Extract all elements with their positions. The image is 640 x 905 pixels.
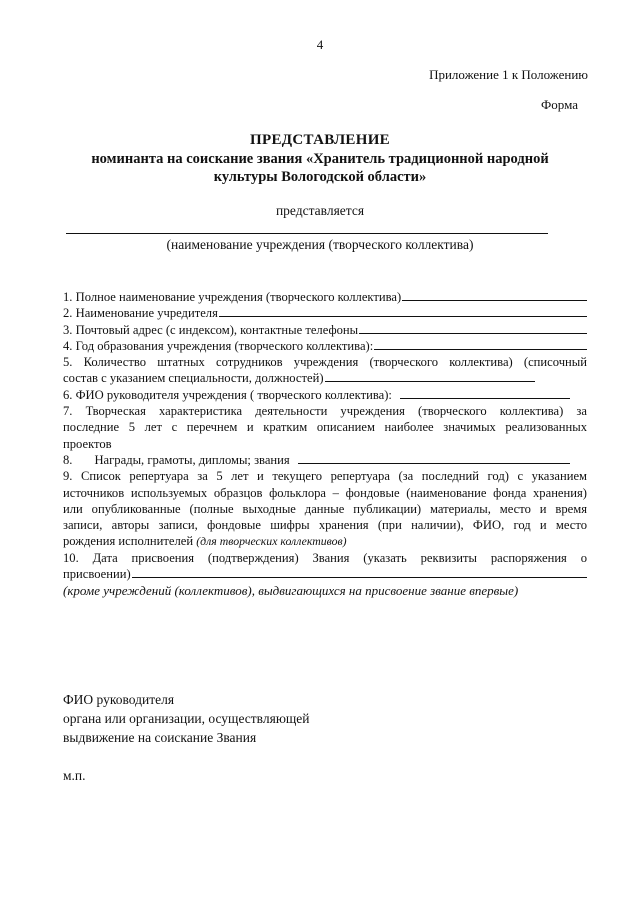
item-8-text: Награды, грамоты, дипломы; звания <box>94 452 290 467</box>
document-subtitle: номинанта на соискание звания «Хранитель традиционной народной культуры Вологодской области» <box>91 151 549 185</box>
item-9-note: (для творческих коллективов) <box>196 534 347 549</box>
item-2-blank <box>219 305 587 317</box>
item-10-note: (кроме учреждений (коллективов), выдвигающихся на присвоение звание впервые) <box>63 583 519 599</box>
item-3 <box>63 322 587 338</box>
annex-label: Приложение 1 к Положению <box>429 67 588 82</box>
item-8-number: 8. <box>63 452 73 467</box>
item-1 <box>63 289 587 305</box>
item-4 <box>63 338 587 354</box>
item-2-text: 2. Наименование учредителя <box>63 306 218 321</box>
item-8 <box>63 452 587 468</box>
institution-name-line <box>66 233 548 234</box>
signature-line-3: выдвижение на соискание Звания <box>63 730 257 745</box>
item-5-line-1: 5. Количество штатных сотрудников учреждения (творческого коллектива) (списочный <box>63 355 587 370</box>
item-6-text: 6. ФИО руководителя учреждения ( творческого коллектива): <box>63 387 392 402</box>
document-title: ПРЕДСТАВЛЕНИЕ <box>250 132 390 148</box>
item-7-line-2: последние 5 лет с перечнем и кратким описанием наиболее значимых реализованных <box>63 420 587 435</box>
item-9-line-1: 9. Список репертуара за 5 лет и текущего репертуара (за последний год) с указанием <box>63 469 587 484</box>
item-3-text: 3. Почтовый адрес (с индексом), контактные телефоны <box>63 322 359 337</box>
institution-caption: (наименование учреждения (творческого коллектива) <box>166 237 474 252</box>
item-8-blank <box>298 452 570 464</box>
item-7 <box>63 403 587 452</box>
item-5-line-2: состав с указанием специальности, должностей) <box>63 371 324 386</box>
signature-block <box>63 690 310 747</box>
item-1-text: 1. Полное наименование учреждения (творческого коллектива) <box>63 290 402 304</box>
item-6-blank <box>400 387 570 399</box>
signature-line-1: ФИО руководителя <box>63 692 175 707</box>
page-number: 4 <box>316 37 324 52</box>
presented-label: представляется <box>275 203 365 218</box>
item-9-line-5: рождения исполнителей <box>63 534 194 549</box>
item-5-blank <box>325 370 535 382</box>
item-6 <box>63 387 587 403</box>
signature-line-2: органа или организации, осуществляющей <box>63 711 310 726</box>
item-10-blank <box>132 566 587 578</box>
item-4-blank <box>374 338 587 350</box>
item-5 <box>63 354 587 387</box>
form-label: Форма <box>541 97 578 112</box>
item-9-line-3: или опубликованные (полные выходные данные публикации) материалы, место и время <box>63 501 587 516</box>
item-4-text: 4. Год образования учреждения (творческого коллектива): <box>63 338 374 353</box>
item-9-line-2: источников используемых образцов фольклора – фондовые (наименование фонда хранения) <box>63 485 587 500</box>
item-10-line-1: 10. Дата присвоения (подтверждения) Звания (указать реквизиты распоряжения о <box>63 550 587 565</box>
item-9 <box>63 468 587 549</box>
item-7-line-1: 7. Творческая характеристика деятельности учреждения (творческого коллектива) за <box>63 404 587 419</box>
item-7-line-3: проектов <box>63 436 112 451</box>
item-9-line-4: записи, авторы записи, фондовые шифры хранения (при наличии), ФИО, год и место <box>63 518 587 533</box>
form-items <box>63 289 587 600</box>
item-3-blank <box>359 322 587 334</box>
item-2 <box>63 305 587 321</box>
item-1-blank <box>402 289 587 301</box>
item-10-line-2: присвоении) <box>63 567 131 582</box>
item-10 <box>63 550 587 600</box>
seal-mark: м.п. <box>63 768 86 783</box>
